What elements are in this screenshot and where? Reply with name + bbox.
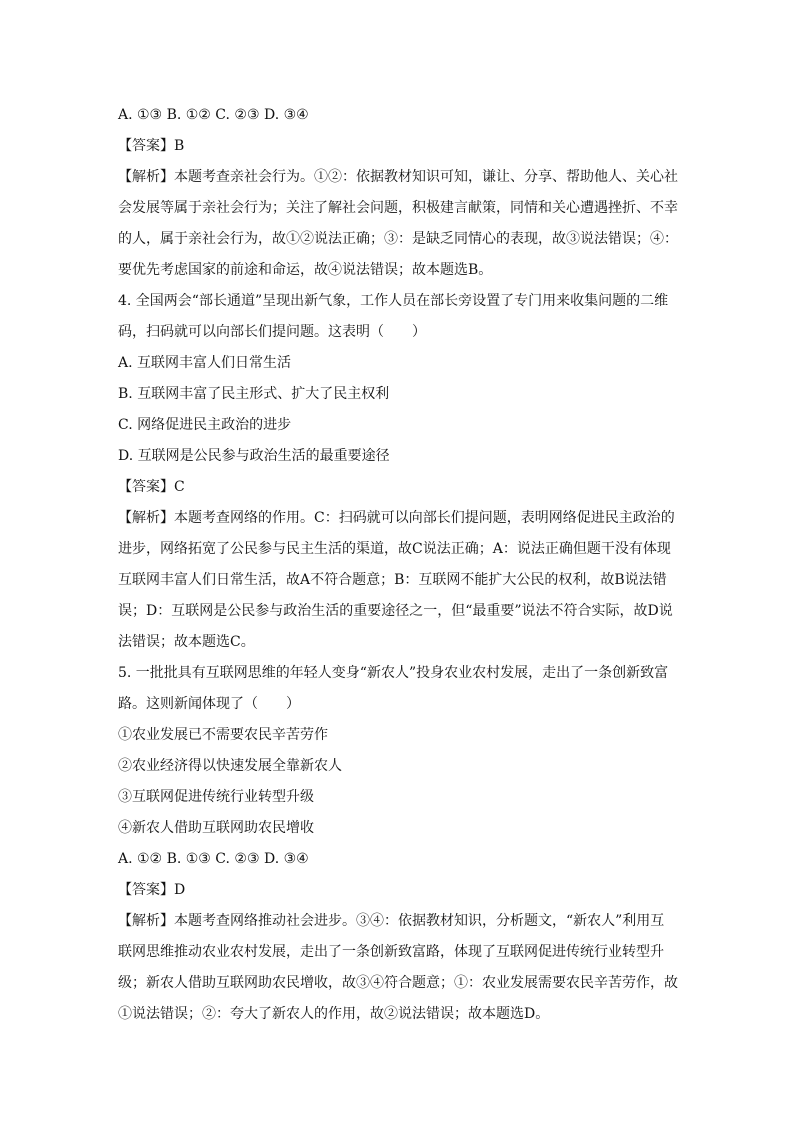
q4-option-d: D. 互联网是公民参与政治生活的最重要途径 xyxy=(118,448,390,464)
q3-analysis: 【解析】本题考查亲社会行为。①②：依据教材知识可知，谦让、分享、帮助他人、关心社会发展等属于亲社会行为；关注了解社会问题，积极建言献策，同情和关心遭遇挫折、不幸的人，属于亲社会行为，故①②说法正确；③：是缺乏同情心的表现，故③说法错误；④：要优先考虑国家的前途和命运，故④说法错误；故本题选B。 xyxy=(118,169,678,278)
q4-option-c: C. 网络促进民主政治的进步 xyxy=(118,417,292,433)
q5-stem: 5. 一批批具有互联网思维的年轻人变身“新农人”投身农业农村发展，走出了一条创新致富路。这则新闻体现了（ ） xyxy=(118,665,669,712)
q4-option-a: A. 互联网丰富人们日常生活 xyxy=(118,355,292,371)
q5-options: A. ①② B. ①③ C. ②③ D. ③④ xyxy=(118,851,309,867)
q4-stem: 4. 全国两会“部长通道”呈现出新气象，工作人员在部长旁设置了专门用来收集问题的二维码，扫码就可以向部长们提问题。这表明（ ） xyxy=(118,293,669,340)
q4-option-b: B. 互联网丰富了民主形式、扩大了民主权利 xyxy=(118,386,390,402)
q3-answer: 【答案】B xyxy=(118,138,185,154)
document-page xyxy=(118,100,678,1030)
q5-analysis: 【解析】本题考查网络推动社会进步。③④：依据教材知识，分析题文，“新农人”利用互联网思维推动农业农村发展，走出了一条创新致富路，体现了互联网促进传统行业转型升级；新农人借助互联网助农民增收，故③④符合题意；①：农业发展需要农民辛苦劳作，故①说法错误；②：夸大了新农人的作用，故②说法错误；故本题选D。 xyxy=(118,913,678,1022)
q5-statement-1: ①农业发展已不需要农民辛苦劳作 xyxy=(118,727,328,743)
q5-statement-3: ③互联网促进传统行业转型升级 xyxy=(118,789,314,805)
q4-answer: 【答案】C xyxy=(118,479,185,495)
q5-statement-4: ④新农人借助互联网助农民增收 xyxy=(118,820,314,836)
q5-answer: 【答案】D xyxy=(118,882,186,898)
q5-statement-2: ②农业经济得以快速发展全靠新农人 xyxy=(118,758,342,774)
q4-analysis: 【解析】本题考查网络的作用。C：扫码就可以向部长们提问题，表明网络促进民主政治的进步，网络拓宽了公民参与民主生活的渠道，故C说法正确；A：说法正确但题干没有体现互联网丰富人们日常生活，故A不符合题意；B：互联网不能扩大公民的权利，故B说法错误；D：互联网是公民参与政治生活的重要途径之一，但“最重要”说法不符合实际，故D说法错误；故本题选C。 xyxy=(118,510,675,650)
q3-options: A. ①③ B. ①② C. ②③ D. ③④ xyxy=(118,107,309,123)
